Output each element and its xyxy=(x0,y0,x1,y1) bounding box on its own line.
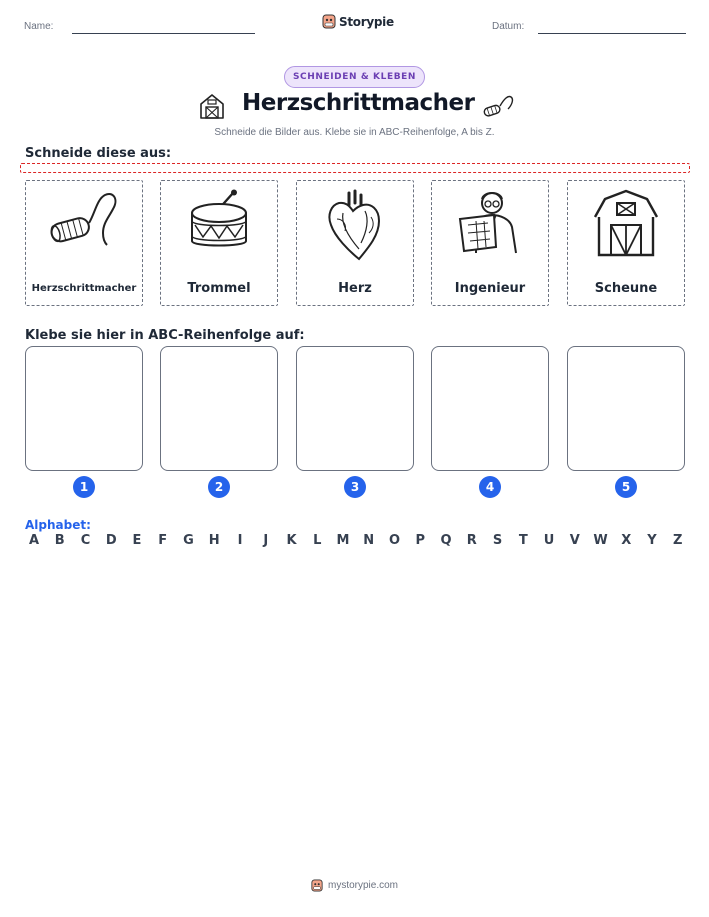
alphabet-letter: P xyxy=(415,533,426,548)
cut-card-engineer[interactable] xyxy=(431,180,549,306)
cut-card-barn[interactable] xyxy=(567,180,685,306)
alphabet-letter: S xyxy=(492,533,503,548)
alphabet-letter: U xyxy=(543,533,555,548)
card-label: Herzschrittmacher xyxy=(31,283,137,294)
cut-card-pacemaker[interactable] xyxy=(25,180,143,306)
title-row xyxy=(0,90,709,124)
paste-slot-1[interactable] xyxy=(25,346,143,471)
paste-slot-5[interactable] xyxy=(567,346,685,471)
drum-icon xyxy=(183,189,255,255)
alphabet-letter: F xyxy=(158,533,168,548)
alphabet-letter: Y xyxy=(647,533,657,548)
alphabet-letter: T xyxy=(518,533,528,548)
date-line[interactable] xyxy=(538,33,686,34)
alphabet-letter: K xyxy=(286,533,297,548)
slot-number-4: 4 xyxy=(479,476,501,498)
alphabet-heading: Alphabet: xyxy=(25,518,91,532)
alphabet-letter: Q xyxy=(440,533,452,548)
activity-tag: SCHNEIDEN & KLEBEN xyxy=(284,66,425,88)
pacemaker-icon xyxy=(43,189,125,253)
paste-heading: Klebe sie hier in ABC-Reihenfolge auf: xyxy=(25,328,305,343)
alphabet-letter: Z xyxy=(673,533,683,548)
brand-logo xyxy=(322,14,394,29)
barn-icon xyxy=(198,92,226,120)
footer-url[interactable]: mystorypie.com xyxy=(327,880,398,891)
pacemaker-icon xyxy=(482,93,516,119)
alphabet-letter: R xyxy=(466,533,477,548)
name-line[interactable] xyxy=(72,33,255,34)
cut-card-heart[interactable] xyxy=(296,180,414,306)
slot-number-1: 1 xyxy=(73,476,95,498)
slot-number-2: 2 xyxy=(208,476,230,498)
cut-line xyxy=(20,163,690,173)
alphabet-row xyxy=(25,533,687,548)
alphabet-letter: I xyxy=(237,533,243,548)
alphabet-letter: G xyxy=(183,533,194,548)
page-title: Herzschrittmacher xyxy=(242,90,475,116)
alphabet-letter: D xyxy=(105,533,117,548)
alphabet-letter: N xyxy=(363,533,375,548)
brand-name: Storypie xyxy=(339,14,394,29)
alphabet-letter: B xyxy=(54,533,65,548)
alphabet-letter: H xyxy=(208,533,220,548)
cut-heading: Schneide diese aus: xyxy=(25,146,172,161)
footer xyxy=(0,879,709,892)
date-label: Datum: xyxy=(492,21,525,32)
alphabet-letter: V xyxy=(569,533,580,548)
engineer-icon xyxy=(454,189,526,257)
alphabet-letter: L xyxy=(313,533,322,548)
name-label: Name: xyxy=(24,21,54,32)
alphabet-letter: C xyxy=(80,533,91,548)
alphabet-letter: O xyxy=(388,533,401,548)
paste-slot-3[interactable] xyxy=(296,346,414,471)
paste-slot-4[interactable] xyxy=(431,346,549,471)
heart-icon xyxy=(325,189,385,261)
barn-icon xyxy=(591,189,661,259)
storypie-mascot-icon xyxy=(322,14,336,29)
slot-number-3: 3 xyxy=(344,476,366,498)
alphabet-letter: M xyxy=(336,533,350,548)
alphabet-letter: J xyxy=(263,533,269,548)
instructions: Schneide die Bilder aus. Klebe sie in ABC-Reihenfolge, A bis Z. xyxy=(214,127,495,138)
alphabet-letter: W xyxy=(593,533,608,548)
alphabet-letter: E xyxy=(132,533,142,548)
alphabet-letter: X xyxy=(621,533,632,548)
slot-number-5: 5 xyxy=(615,476,637,498)
cut-card-drum[interactable] xyxy=(160,180,278,306)
paste-slot-2[interactable] xyxy=(160,346,278,471)
card-label: Scheune xyxy=(594,281,658,296)
alphabet-letter: A xyxy=(28,533,40,548)
storypie-mascot-icon xyxy=(311,879,323,892)
card-label: Ingenieur xyxy=(454,281,526,296)
card-label: Trommel xyxy=(187,281,251,296)
card-label: Herz xyxy=(338,281,372,296)
